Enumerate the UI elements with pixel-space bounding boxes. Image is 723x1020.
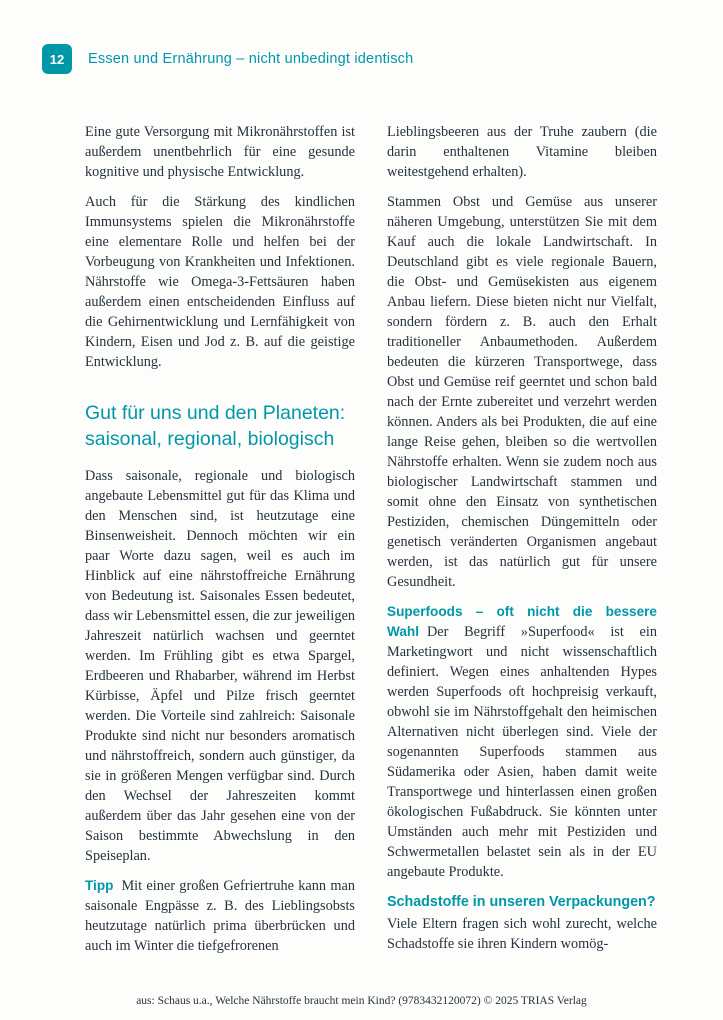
section-heading-line1: Gut für uns und den Planeten: xyxy=(85,402,346,424)
page-number-badge: 12 xyxy=(42,44,72,74)
right-column xyxy=(387,122,657,966)
left-column xyxy=(85,122,355,966)
paragraph: Viele Eltern fragen sich wohl zurecht, welche Schadstoffe sie ihren Kindern womög- xyxy=(387,916,657,952)
superfoods-label: Superfoods – oft nicht die bessere Wahl xyxy=(387,604,657,639)
section-heading-line2: saisonal, regional, biologisch xyxy=(85,428,335,450)
imprint-line: aus: Schaus u.a., Welche Nährstoffe braucht mein Kind? (9783432120072) © 2025 TRIAS Verlag xyxy=(136,995,587,1007)
paragraph: Auch für die Stärkung des kindlichen Immunsystems spielen die Mikronährstoffe eine elementare Rolle und helfen bei der Vorbeugung von Krankheiten und Infektionen. Nährstoffe wie Omega-3-Fettsäuren haben außerdem einen entscheidenden Einfluss auf die Gehirnentwicklung und Lernfähigkeit von Kindern, Eisen und Jod z. B. auf die geistige Entwicklung. xyxy=(85,194,355,370)
section-heading xyxy=(85,400,355,452)
schadstoffe-heading: Schadstoffe in unseren Verpackungen? xyxy=(387,894,656,910)
paragraph: Dass saisonale, regionale und biologisch angebaute Lebensmittel gut für das Klima und den Menschen sind, ist heutzutage eine Binsenweisheit. Dennoch möchten wir ein paar Worte dazu sagen, weil es auch im Hinblick auf eine nährstoffreiche Ernährung von Bedeutung ist. Saisonales Essen bedeutet, dass wir Lebensmittel essen, die zur jeweiligen Jahreszeit natürlich wachsen und geerntet werden. Im Frühling gibt es etwa Spargel, Erdbeeren und Rhabarber, während im Herbst Kürbisse, Äpfel und Pilze frisch geerntet werden. Die Vorteile sind zahlreich: Saisonale Produkte sind nicht nur besonders aromatisch und nährstoffreich, sondern auch günstiger, da sie in größeren Mengen verfügbar sind. Durch den Wechsel der Jahreszeiten kommt außerdem über das Jahr gesehen eine von der Saison bestimmte Abwechslung in den Speiseplan. xyxy=(85,468,355,864)
paragraph: Eine gute Versorgung mit Mikronährstoffen ist außerdem unentbehrlich für eine gesunde kognitive und physische Entwicklung. xyxy=(85,124,355,180)
paragraph: Stammen Obst und Gemüse aus unserer näheren Umgebung, unterstützen Sie mit dem Kauf auch die lokale Landwirtschaft. In Deutschland gibt es viele regionale Bauern, die Obst- und Gemüsekisten aus eigenem Anbau liefern. Diese bieten nicht nur Vielfalt, sondern fördern z. B. auch den Erhalt traditioneller Anbaumethoden. Außerdem bedeuten die kürzeren Transportwege, dass Obst und Gemüse reif geerntet und schon bald nach der Ernte zubereitet und verzehrt werden können. Anders als bei Produkten, die auf eine lange Reise gehen, bleiben so die wertvollen Nährstoffe erhalten. Wenn sie zudem noch aus biologischer Landwirtschaft stammen und somit ohne den Einsatz von synthetischen Pestiziden, chemischen Düngemitteln oder genetisch veränderten Organismen angebaut werden, ist das natürlich gut für unsere Gesundheit. xyxy=(387,194,657,590)
tipp-label: Tipp xyxy=(85,878,114,893)
page-header xyxy=(0,0,723,74)
tipp-text: Mit einer großen Gefriertruhe kann man saisonale Engpässe z. B. des Lieblingsobsts heutzutage natürlich prima überbrücken und auch im Winter die tiefgefrorenen xyxy=(85,878,355,954)
tipp-paragraph xyxy=(85,876,355,956)
page-content xyxy=(0,74,723,988)
superfoods-text: Der Begriff »Superfood« ist ein Marketingwort und nicht wissenschaftlich definiert. Wegen eines anhaltenden Hypes werden Superfoods oft hochpreisig verkauft, obwohl sie im Nährstoffgehalt den heimischen Alternativen nicht überlegen sind. Viele der sogenannten Superfoods stammen aus Südamerika oder Asien, haben damit weite Transportwege und hinterlassen einen großen ökologischen Fußabdruck. Sie könnten unter Umständen auch mehr mit Pestiziden und Schwermetallen belastet sein als in der EU angebaute Produkte. xyxy=(387,624,657,880)
superfoods-paragraph xyxy=(387,602,657,882)
chapter-title: Essen und Ernährung – nicht unbedingt identisch xyxy=(88,51,414,67)
paragraph: Lieblingsbeeren aus der Truhe zaubern (die darin enthaltenen Vitamine bleiben weitestgehend erhalten). xyxy=(387,124,657,180)
